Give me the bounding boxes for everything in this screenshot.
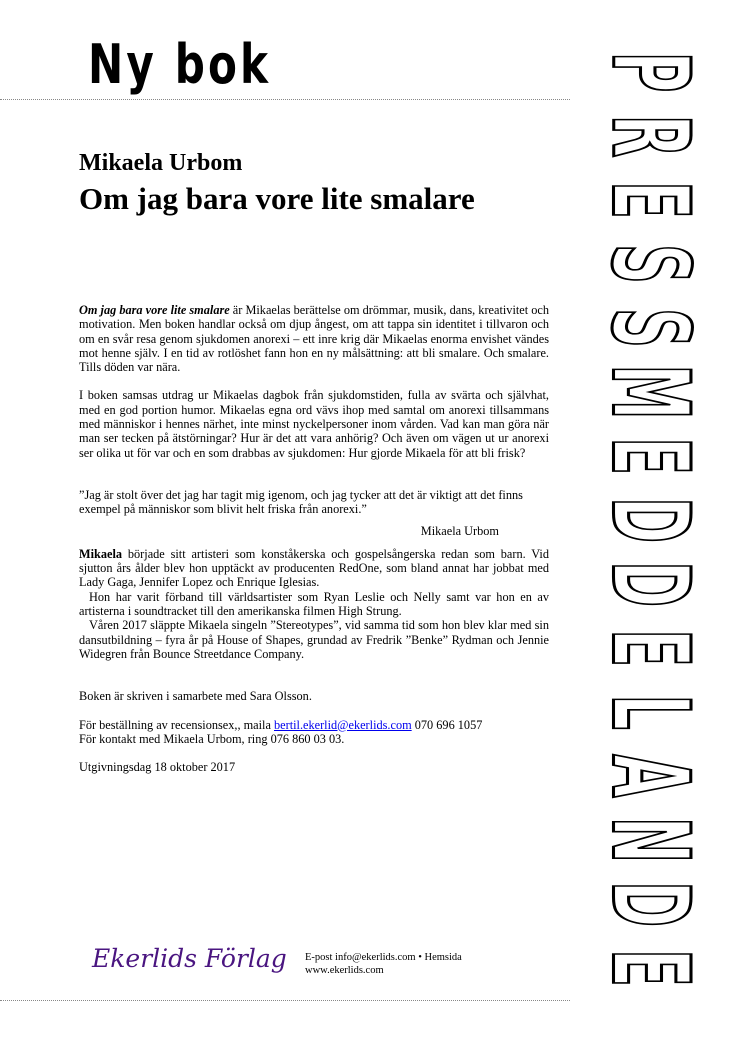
intro-paragraph: [79, 303, 549, 374]
banner-letter-l: L: [587, 694, 711, 730]
order-phone: 070 696 1057: [411, 717, 483, 732]
banner-letter-e: E: [587, 180, 711, 220]
bio-paragraph: [79, 547, 549, 590]
footer-contact-line1: E-post info@ekerlids.com • Hemsida: [305, 952, 462, 963]
publisher-logo: Ekerlids Förlag: [92, 944, 287, 973]
order-prefix: För beställning av recensionsex,, maila: [79, 717, 274, 732]
bio-text: började sitt artisteri som konståkerska och gospelsångerska redan som barn. Vid sjutton års ålder blev hon upptäckt av producenten RedOne, som bland annat har jobbat med Lady Gaga, Jennifer Lopez och Enrique Iglesias.: [79, 546, 549, 590]
banner-letter-e: E: [587, 948, 711, 988]
content-paragraph: I boken samsas utdrag ur Mikaelas dagbok från sjukdomstiden, fulla av svärta och självhat, med en god portion humor. Mikaelas egna ord vävs ihop med samtal om anorexi tillsammans med människor i hennes närhet, inte minst nyckelpersoner inom vården. Vad kan man göra när man ser tecken på ätstörningar? Hur är det att vara anhörig? Och även om vägen ut ur anorexi ser olika ut för var och en som drabbas av sjukdomen: Hur gjorde Mikaela för att bli frisk?: [79, 388, 549, 460]
banner-letter-a: A: [587, 754, 711, 798]
pressmeddelande-banner: [587, 40, 712, 1005]
banner-letter-m: M: [587, 364, 711, 420]
banner-letter-d: D: [587, 496, 711, 544]
banner-letter-s: S: [587, 307, 711, 349]
bio-name: Mikaela: [79, 546, 123, 561]
banner-letter-d: D: [587, 880, 711, 928]
banner-letter-d: D: [587, 560, 711, 608]
top-divider: [0, 99, 570, 100]
banner-letter-n: N: [587, 816, 711, 864]
pressmeddelande-banner-text: [587, 52, 711, 988]
banner-letter-p: P: [587, 51, 711, 93]
bio-paragraph-3: Våren 2017 släppte Mikaela singeln ”Stereotypes”, vid samma tid som hon blev klar med sin dansutbildning – fyra år på House of Shapes, grundad av Fredrik ”Benke” Rydman och Jennie Widegren från Bounce Streetdance Company.: [79, 618, 549, 661]
footer-contact-line2: www.ekerlids.com: [305, 965, 384, 976]
quote-attribution: Mikaela Urbom: [420, 523, 499, 538]
bottom-divider: [0, 1000, 570, 1001]
banner-letter-r: R: [587, 114, 711, 158]
page-heading: Ny bok: [88, 33, 272, 96]
book-title: Om jag bara vore lite smalare: [79, 181, 475, 216]
author-name: Mikaela Urbom: [79, 150, 243, 176]
banner-letter-e: E: [587, 628, 711, 668]
order-email-link[interactable]: bertil.ekerlid@ekerlids.com: [274, 717, 412, 732]
release-date: Utgivningsdag 18 oktober 2017: [79, 760, 236, 775]
order-info: [79, 718, 549, 732]
bio-paragraph-2: Hon har varit förband till världsartister som Ryan Leslie och Nelly samt var hon en av artisterna i soundtracket till den amerikanska filmen High Strung.: [79, 589, 549, 619]
footer-contact: [305, 951, 545, 977]
coauthor-note: Boken är skriven i samarbete med Sara Olsson.: [79, 689, 312, 704]
press-body: [79, 303, 549, 774]
contact-info: För kontakt med Mikaela Urbom, ring 076 860 03 03.: [79, 731, 345, 746]
banner-letter-s: S: [587, 243, 711, 285]
banner-letter-e: E: [587, 436, 711, 476]
intro-text: är Mikaelas berättelse om drömmar, musik, dans, kreativitet och motivation. Men boken handlar också om djup ångest, om att tappa sin identitet i tillvaron och om en svår resa genom sjukdomen anorexi – ett inre krig där Mikaelas enorma envishet vändes mot henne själv. I en tid av rotlöshet fann hon en ny målsättning: att bli smalare. Och smalare. Tills döden var nära.: [79, 303, 549, 375]
quote-text: ”Jag är stolt över det jag har tagit mig igenom, och jag tycker att det är viktigt att det finns exempel på människor som blivit helt friska från anorexi.”: [79, 487, 523, 517]
intro-book-title: Om jag bara vore lite smalare: [79, 303, 230, 317]
